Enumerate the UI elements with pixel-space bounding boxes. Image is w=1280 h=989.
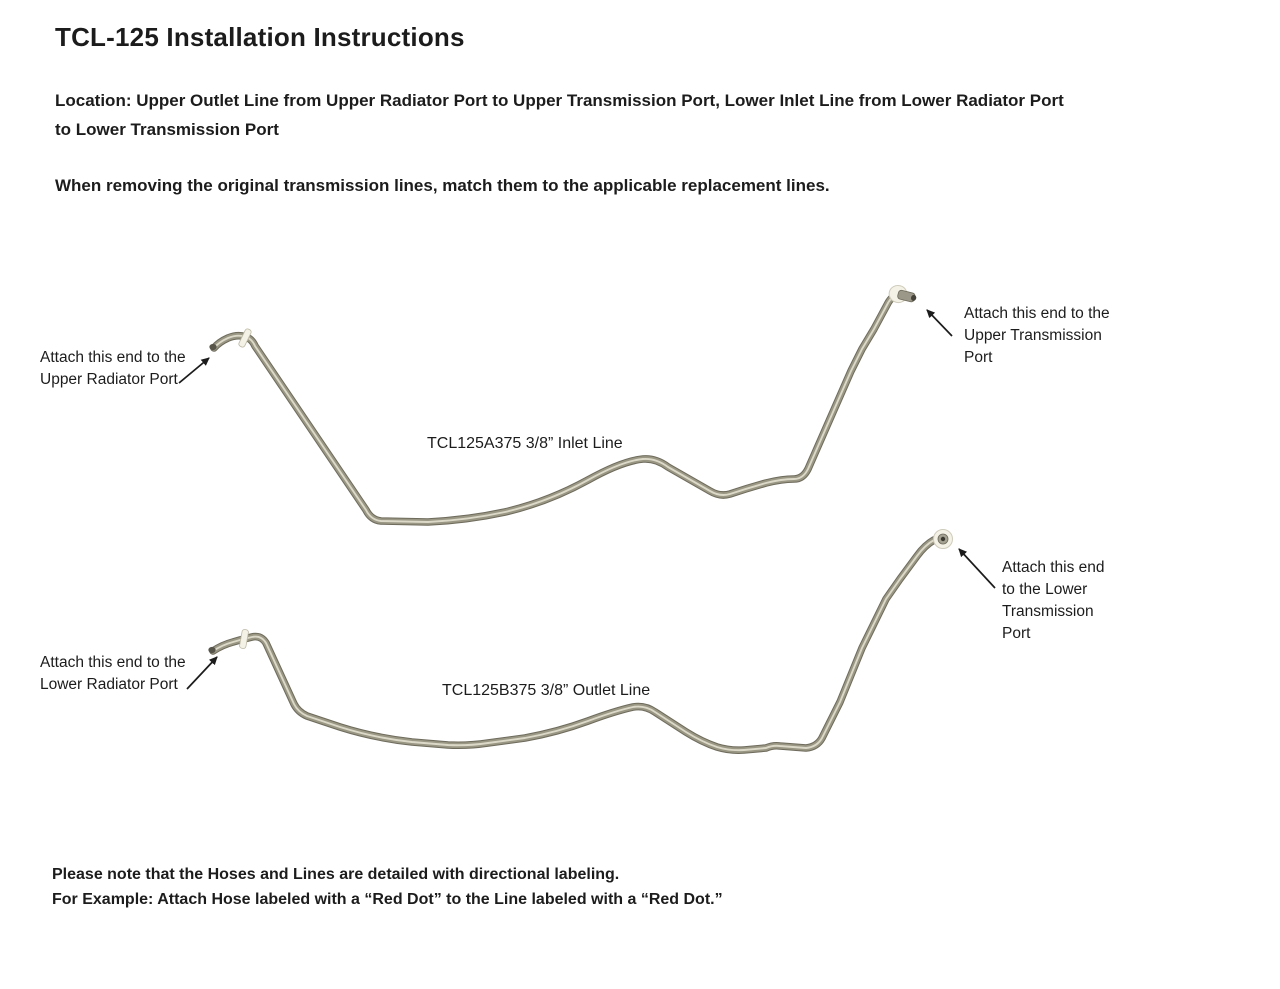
annotation-line: Transmission	[1002, 603, 1094, 620]
annotation-line: Port	[964, 349, 993, 366]
annotation-line: Attach this end to the	[40, 654, 186, 671]
location-line: Location: Upper Outlet Line from Upper Radiator Port to Upper Transmission Port, Lower Inlet Line from Lower Radiator Port	[55, 91, 1064, 110]
lower-left-retainer-clip	[239, 629, 249, 649]
directional-labeling-note	[52, 862, 723, 912]
lower-transmission-end-fitting	[934, 530, 953, 549]
inlet-line-part-label: TCL125A375 3/8” Inlet Line	[427, 435, 623, 452]
lower-outlet-line-tube	[208, 530, 952, 751]
note-line: Please note that the Hoses and Lines are detailed with directional labeling.	[52, 866, 620, 883]
annotation-lower-transmission	[1002, 557, 1105, 645]
annotation-upper-radiator	[40, 347, 186, 391]
lower-radiator-end-opening	[208, 647, 215, 653]
upper-radiator-end-opening	[209, 344, 216, 350]
annotation-line: Port	[1002, 625, 1031, 642]
note-line: For Example: Attach Hose labeled with a “Red Dot” to the Line labeled with a “Red Dot.”	[52, 891, 723, 908]
annotation-line: Upper Transmission	[964, 327, 1102, 344]
arrow-lower-radiator	[187, 657, 217, 689]
annotation-line: Attach this end to the	[40, 349, 186, 366]
outlet-line-part-label: TCL125B375 3/8” Outlet Line	[442, 682, 651, 699]
upper-inlet-line-tube	[209, 284, 918, 522]
annotation-line: Lower Radiator Port	[40, 676, 178, 693]
annotation-line: Upper Radiator Port	[40, 371, 178, 388]
annotation-line: Attach this end to the	[964, 305, 1110, 322]
annotation-upper-transmission	[964, 303, 1110, 369]
annotation-lower-radiator	[40, 652, 186, 696]
arrow-upper-transmission	[927, 310, 952, 336]
annotation-line: to the Lower	[1002, 581, 1088, 598]
page-title: TCL-125 Installation Instructions	[55, 22, 465, 52]
arrow-lower-transmission	[959, 549, 995, 588]
location-line: to Lower Transmission Port	[55, 120, 279, 139]
annotation-line: Attach this end	[1002, 559, 1105, 576]
removal-note-line: When removing the original transmission lines, match them to the applicable replacement lines.	[55, 176, 830, 195]
